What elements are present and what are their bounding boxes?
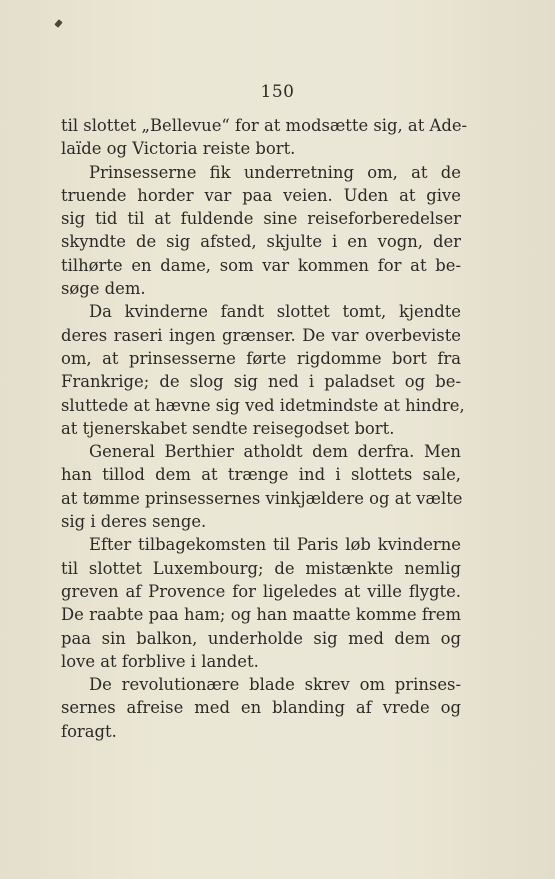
text-line: han tillod dem at trænge ind i slottets sale,	[61, 465, 461, 485]
text-line: deres raseri ingen grænser. De var overbeviste	[61, 325, 461, 345]
ink-speck	[54, 19, 62, 28]
paragraph-5	[61, 533, 461, 673]
text-line: sig i deres senge.	[61, 512, 207, 532]
text-line: Da kvinderne fandt slottet tomt, kjendte	[89, 302, 461, 322]
text-line: at tjenerskabet sendte reisegodset bort.	[61, 418, 395, 438]
text-line: foragt.	[61, 721, 117, 741]
text-line: til slottet Luxembourg; de mistænkte nemlig	[61, 558, 461, 578]
text-line: laïde og Victoria reiste bort.	[61, 139, 296, 159]
text-line: greven af Provence for ligeledes at ville flygte.	[61, 581, 461, 601]
text-line: om, at prinsesserne førte rigdomme bort fra	[61, 348, 461, 368]
text-line: Frankrige; de slog sig ned i paladset og be-	[61, 372, 461, 392]
text-line: paa sin balkon, underholde sig med dem og	[61, 628, 461, 648]
paragraph-2	[61, 161, 461, 301]
text-line: De revolutionære blade skrev om prinses-	[89, 675, 461, 695]
text-line: Prinsesserne fik underretning om, at de	[89, 162, 461, 182]
text-line: at tømme prinsessernes vinkjældere og at vælte	[61, 488, 463, 508]
paragraph-6	[61, 673, 461, 743]
text-line: love at forblive i landet.	[61, 651, 259, 671]
text-line: truende horder var paa veien. Uden at give	[61, 185, 461, 205]
text-line: sernes afreise med en blanding af vrede og	[61, 698, 461, 718]
text-line: skyndte de sig afsted, skjulte i en vogn, der	[61, 232, 461, 252]
text-line: tilhørte en dame, som var kommen for at be-	[61, 255, 461, 275]
text-line: Efter tilbagekomsten til Paris løb kvinderne	[89, 535, 461, 555]
text-line: sig tid til at fuldende sine reiseforberedelser	[61, 209, 461, 229]
body-text	[61, 114, 468, 743]
text-line: sluttede at hævne sig ved idetmindste at hindre,	[61, 395, 465, 415]
paragraph-4	[61, 440, 461, 533]
text-line: til slottet „Bellevue“ for at modsætte sig, at Ade-	[61, 116, 468, 135]
text-line: søge dem.	[61, 279, 146, 299]
page-number: 150	[260, 82, 295, 102]
paragraph-3	[61, 300, 465, 440]
text-line: De raabte paa ham; og han maatte komme frem	[61, 605, 461, 625]
text-line: General Berthier atholdt dem derfra. Men	[89, 442, 461, 462]
paragraph-1	[61, 114, 468, 161]
